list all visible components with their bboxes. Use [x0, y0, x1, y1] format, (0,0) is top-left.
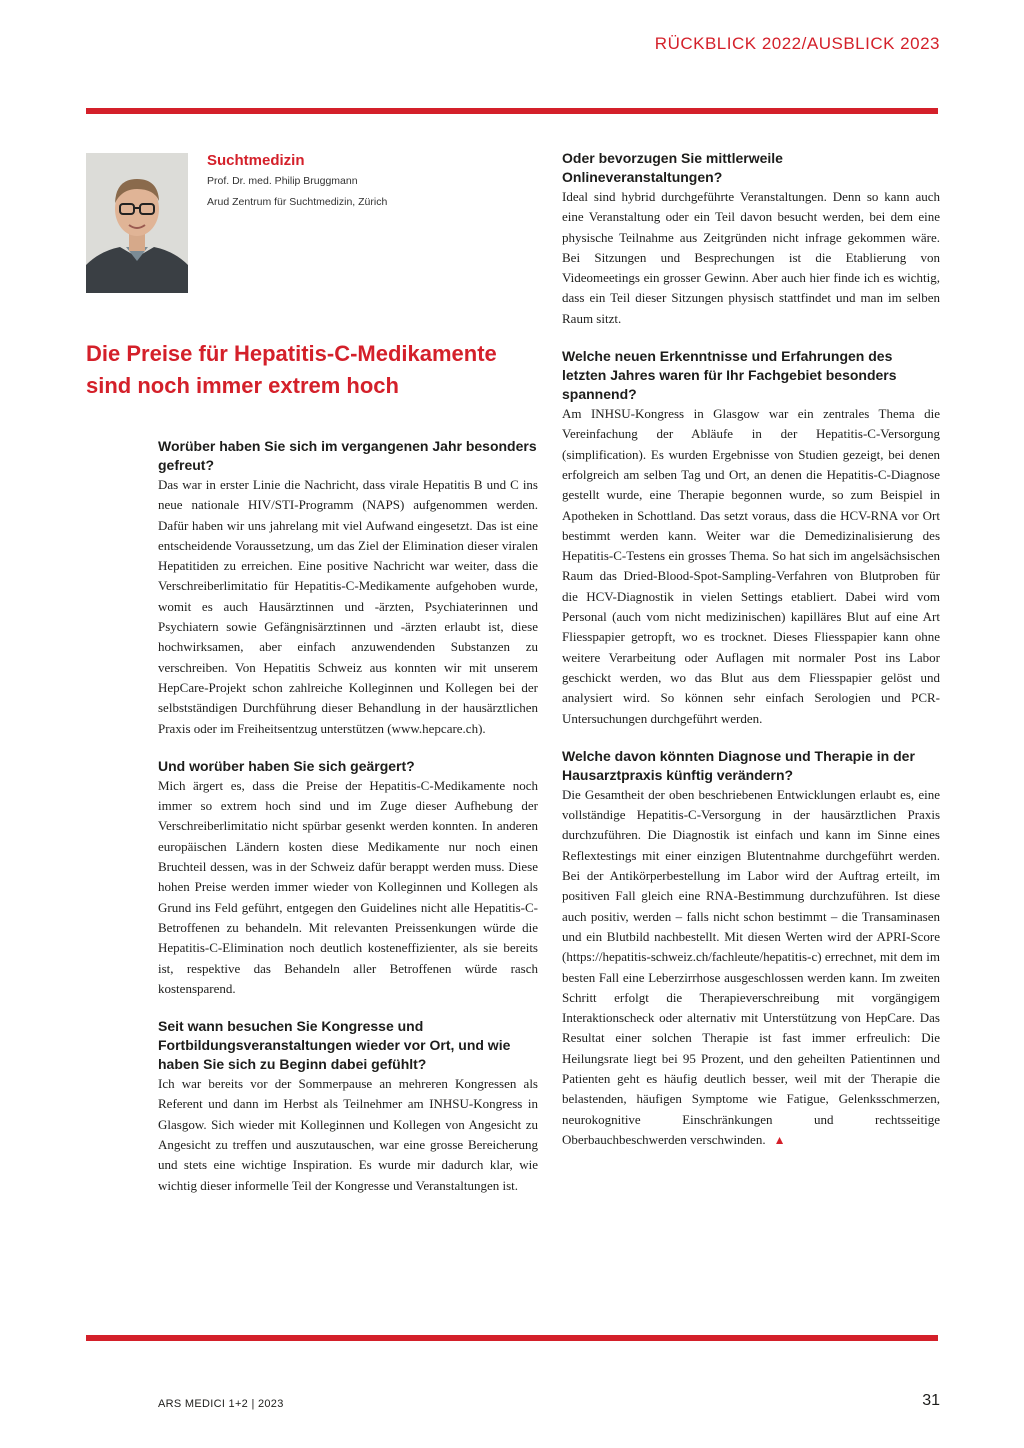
headline-line-2: sind noch immer extrem hoch [86, 373, 399, 398]
left-column [158, 437, 538, 1196]
author-affiliation: Arud Zentrum für Suchtmedizin, Zürich [207, 196, 388, 208]
question-heading: Seit wann besuchen Sie Kongresse und Fortbildungsveranstaltungen wieder vor Ort, und wie haben Sie sich zu Beginn dabei gefühlt? [158, 1018, 511, 1073]
question-heading: Oder bevorzugen Sie mittlerweile Onlineveranstaltungen? [562, 150, 783, 185]
headline-line-1: Die Preise für Hepatitis-C-Medikamente [86, 341, 497, 366]
answer-text: Das war in erster Linie die Nachricht, dass virale Hepatitis B und C ins neue nationale HIV/STI-Programm (NAPS) aufgenommen werden. Dafür haben wir uns jahrelang mit viel Aufwand eingesetzt. Das ist eine entscheidende Voraussetzung, um das Ziel der Elimination dieser viralen Hepatitiden zu erreichen. Eine positive Nachricht war weiter, dass die Verschreiberlimitatio für Hepatitis-C-Medikamente aufgehoben wurde, womit es auch Hausärztinnen und -ärzten, Psychiaterinnen und Psychiatern sowie Gefängnisärztinnen und -ärzten erlaubt ist, diese hochwirksamen, aber einfach anzuwendenden Substanzen zu verschreiben. Von Hepatitis Schweiz aus konnten wir mit unserem HepCare-Projekt schon zahlreiche Kolleginnen und Kollegen bei der selbstständigen Durchführung dieser Behandlung in der hausärztlichen Praxis oder im Freiheitsentzug unterstützen (www.hepcare.ch). [158, 477, 538, 736]
author-specialty: Suchtmedizin [207, 152, 305, 169]
question-heading: Welche davon könnten Diagnose und Therapie in der Hausarztpraxis künftig verändern? [562, 747, 915, 783]
right-column [562, 149, 940, 1150]
answer-text: Ideal sind hybrid durchgeführte Veranstaltungen. Denn so kann auch eine Veranstaltung oder ein Teil davon besucht werden, bei dem eine physische Teilnahme aus Zeitgründen nicht infrage gekommen wäre. Bei Sitzungen und Besprechungen ist die Etablierung von Videomeetings ein grosser Gewinn. Aber auch hier finde ich es wichtig, dass ein Teil dieser Sitzungen physisch stattfindet und man im selben Raum sitzt. [562, 189, 940, 326]
answer-text: Am INHSU-Kongress in Glasgow war ein zentrales Thema die Vereinfachung der Abläufe in der Hepatitis-C-Versorgung (simplification). Es wurden Ergebnisse von Studien gezeigt, bei denen erfolgreich am selben Tag und Ort, an denen die Hepatitis-C-Diagnose gestellt wurde, eine Therapie begonnen wurde, so zum Beispiel in Apotheken in Schottland. Das setzt voraus, dass die HCV-RNA vor Ort bestimmt werden kann. Weiter war die Demedizinalisierung des Hepatitis-C-Testens ein grosses Thema. So hat sich im angelsächsischen Raum das Dried-Blood-Spot-Sampling-Verfahren von Blutproben für die HCV-Diagnostik in vielen Settings etabliert. Dabei wird vom Personal (auch vom nicht medizinischen) kapilläres Blut auf eine Art Fliesspapier getropft, wo es trocknet. Dieses Fliesspapier kann ohne weitere Verarbeitung oder Auflagen mit normaler Post ins Labor geschickt werden, wo das Blut aus dem Fliesspapier gelöst und analysiert wird. So können sehr einfach Serologien und PCR-Untersuchungen durchgeführt werden. [562, 406, 940, 726]
triangle-up-icon: ▲ [773, 1132, 786, 1147]
answer-text: Mich ärgert es, dass die Preise der Hepatitis-C-Medikamente noch immer so extrem hoch sind und im Zuge dieser Aufhebung der Verschreiberlimitatio nicht spürbar gesenkt werden konnten. In anderen europäischen Ländern kosten diese Medikamente nur noch einen Bruchteil dessen, was in der Schweiz dafür berappt werden muss. Diese hohen Preise werden immer wieder von Kolleginnen und Kollegen als Grund ins Feld geführt, entgegen den Guidelines nicht alle Hepatitis-C-Betroffenen zu behandeln. Mit relevanten Preissenkungen würde die Hepatitis-C-Elimination noch deutlich kosteneffizienter, als sie bereits ist, respektive das Behandeln aller Betroffenen würde rasch kostensparend. [158, 777, 538, 996]
page-number: 31 [922, 1392, 940, 1409]
author-portrait-icon [86, 153, 188, 293]
bottom-rule [86, 1335, 938, 1341]
question-heading: Worüber haben Sie sich im vergangenen Jahr besonders gefreut? [158, 438, 537, 473]
top-rule [86, 108, 938, 114]
publication-info: ARS MEDICI 1+2 | 2023 [158, 1398, 284, 1410]
section-title: RÜCKBLICK 2022/AUSBLICK 2023 [654, 34, 940, 53]
author-name: Prof. Dr. med. Philip Bruggmann [207, 175, 358, 187]
author-block [207, 152, 527, 217]
answer-text [562, 785, 940, 1150]
answer-text: Ich war bereits vor der Sommerpause an mehreren Kongressen als Referent und dann im Herbst als Teilnehmer am INHSU-Kongress in Glasgow. Sich wieder mit Kolleginnen und Kollegen von Angesicht zu Angesicht zu treffen und auszutauschen, war eine grosse Bereicherung und stets eine wichtige Inspiration. Es wurde mir dadurch klar, wie wichtig dieser informelle Teil der Kongresse und Veranstaltungen ist. [158, 1076, 538, 1193]
author-photo [86, 153, 188, 293]
question-heading: Welche neuen Erkenntnisse und Erfahrungen des letzten Jahres waren für Ihr Fachgebiet besonders spannend? [562, 348, 897, 403]
question-heading: Und worüber haben Sie sich geärgert? [158, 757, 415, 774]
article-headline [86, 338, 546, 402]
answer-text-body: Die Gesamtheit der oben beschriebenen Entwicklungen erlaubt es, eine vollständige Hepatitis-C-Versorgung in der hausärztlichen Praxis durchzuführen. Die Diagnostik ist einfach und kann im Sinne eines Reflextestings mit einer einzigen Blutentnahme durchgeführt werden. Bei der Antikörperbestellung im Labor wird der Auftrag erteilt, im positiven Fall gleich eine RNA-Bestimmung durchzuführen. Ist diese auch positiv, werden – falls nicht schon bestimmt – die Transaminasen und ein Blutbild nachbestellt. Mit diesen Werten wird der APRI-Score (https://hepatitis-schweiz.ch/fachleute/hepatitis-c) errechnet, mit dem im besten Fall eine Leberzirrhose ausgeschlossen werden kann. Im zweiten Schritt erfolgt die Therapieverschreibung mit vorgängigem Interaktionscheck oder alternativ mit Unterstützung von HepCare. Das Resultat einer solchen Therapie ist fast immer erfreulich: Die Heilungsrate liegt bei 95 Prozent, und den geheilten Patientinnen und Patienten geht es häufig deutlich besser, weil mit der Therapie die belastenden, häufigen Symptome wie Fatigue, Gelenksschmerzen, neurokognitive Einschränkungen und rechtsseitige Oberbauchbeschwerden verschwinden. [562, 786, 940, 1147]
